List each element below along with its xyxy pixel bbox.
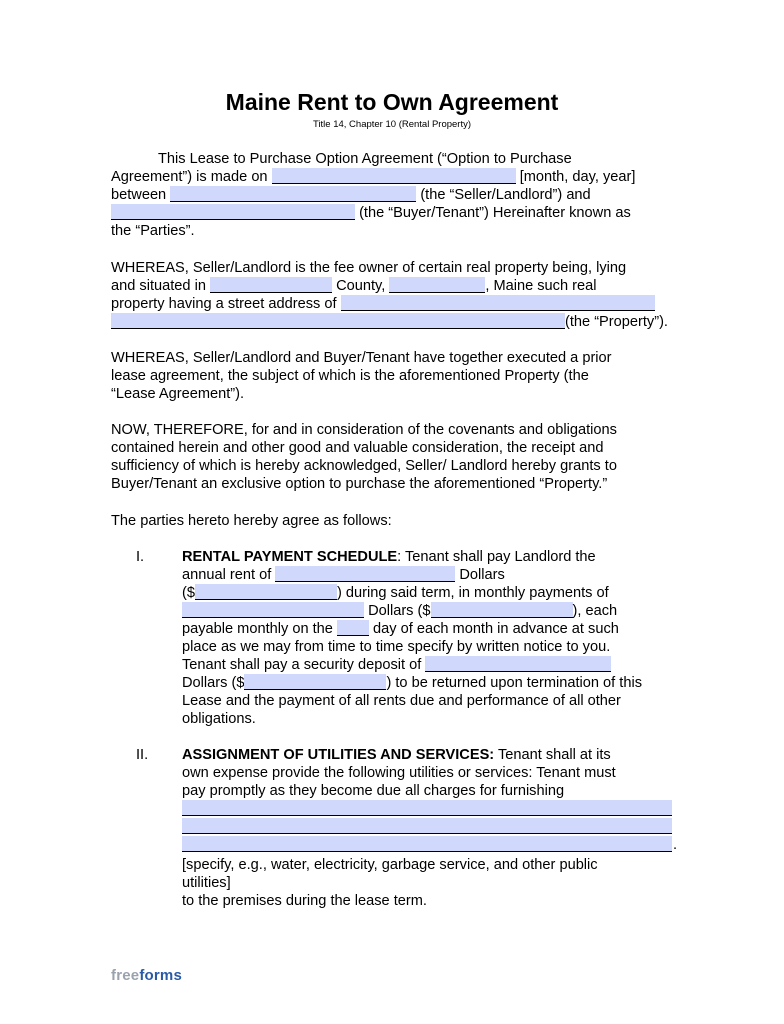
p1-line-4 [111, 204, 631, 222]
monthly-payment-amount-field[interactable] [431, 602, 573, 618]
s1-line-5 [182, 620, 619, 638]
p4-line-2: contained herein and other good and valuable consideration, the receipt and [111, 440, 604, 456]
street-address-field-2[interactable] [111, 313, 565, 329]
s1-line-3 [182, 584, 609, 602]
s1-line-8-suffix: ) to be returned upon termination of this [386, 675, 642, 691]
s1-line-8-text: Dollars ($ [182, 675, 245, 691]
p1-line-5: the “Parties”. [111, 223, 195, 239]
document-title: Maine Rent to Own Agreement [225, 89, 559, 115]
s1-line-2 [182, 566, 505, 584]
freeforms-logo [111, 967, 182, 984]
s1-line-3-text: ($ [182, 585, 195, 601]
section-2-heading: ASSIGNMENT OF UTILITIES AND SERVICES: [182, 747, 495, 763]
s1-line-1 [182, 548, 596, 566]
agreement-date-field[interactable] [272, 168, 516, 184]
street-address-field-1[interactable] [341, 295, 655, 311]
p3-line-1: WHEREAS, Seller/Landlord and Buyer/Tenant have together executed a prior [111, 350, 612, 366]
s2-line-1 [182, 746, 611, 764]
security-deposit-amount-field[interactable] [244, 674, 386, 690]
p4-line-1: NOW, THEREFORE, for and in consideration of the covenants and obligations [111, 422, 617, 438]
p2-line-4-text: (the “Property”). [565, 314, 668, 330]
s1-line-4 [182, 602, 617, 620]
p4-line-4: Buyer/Tenant an exclusive option to purchase the aforementioned “Property.” [111, 476, 608, 492]
p2-line-2-county: County, [336, 278, 386, 294]
p2-line-1: WHEREAS, Seller/Landlord is the fee owner of certain real property being, lying [111, 260, 627, 276]
utilities-field-3[interactable] [182, 836, 672, 852]
s2-line-3: pay promptly as they become due all charges for furnishing [182, 783, 565, 799]
p2-line-3-text: property having a street address of [111, 296, 337, 312]
s2-line-8: utilities] [182, 875, 231, 891]
p2-line-2 [111, 277, 596, 295]
s1-line-4-text: Dollars ($ [368, 603, 431, 619]
p1-line-3 [111, 186, 591, 204]
s2-line-2: own expense provide the following utilities or services: Tenant must [182, 765, 616, 781]
s1-line-7 [182, 656, 611, 674]
p1-line-3-suffix: (the “Seller/Landlord”) and [420, 187, 591, 203]
seller-name-field[interactable] [170, 186, 416, 202]
section-2-numeral: II. [136, 747, 149, 763]
s1-line-5-text: payable monthly on the [182, 621, 333, 637]
logo-free-text: free [111, 967, 140, 984]
s1-line-1-text: : Tenant shall pay Landlord the [397, 549, 596, 565]
utilities-field-2[interactable] [182, 818, 672, 834]
s1-line-2-suffix: Dollars [459, 567, 505, 583]
p1-line-3-text: between [111, 187, 167, 203]
s1-line-8 [182, 674, 642, 692]
city-field[interactable] [389, 277, 485, 293]
p2-line-4 [111, 313, 668, 331]
s2-line-7: [specify, e.g., water, electricity, garbage service, and other public [182, 857, 598, 873]
buyer-name-field[interactable] [111, 204, 355, 220]
s1-line-10: obligations. [182, 711, 256, 727]
p1-line-2 [111, 168, 635, 186]
s1-line-3-suffix: ) during said term, in monthly payments of [336, 585, 609, 601]
logo-forms-text: forms [139, 967, 183, 984]
s1-line-9: Lease and the payment of all rents due and performance of all other [182, 693, 621, 709]
p1-line-2-hint: [month, day, year] [519, 169, 636, 185]
utilities-period: . [673, 837, 678, 853]
payment-day-field[interactable] [337, 620, 369, 636]
p3-line-2: lease agreement, the subject of which is the aforementioned Property (the [111, 368, 589, 384]
s2-line-1-text: Tenant shall at its [494, 747, 611, 763]
p2-line-3 [111, 295, 655, 313]
p2-line-2-suffix: , Maine such real [485, 278, 597, 294]
section-1-numeral: I. [136, 549, 145, 565]
county-field[interactable] [210, 277, 332, 293]
annual-rent-amount-field[interactable] [195, 584, 337, 600]
document-subtitle: Title 14, Chapter 10 (Rental Property) [312, 119, 472, 130]
section-1-heading: RENTAL PAYMENT SCHEDULE [182, 549, 398, 565]
p3-line-3: “Lease Agreement”). [111, 386, 245, 402]
p1-line-1: This Lease to Purchase Option Agreement (“Option to Purchase [158, 151, 572, 167]
s1-line-7-text: Tenant shall pay a security deposit of [182, 657, 422, 673]
s1-line-5-suffix: day of each month in advance at such [373, 621, 619, 637]
p2-line-2-text: and situated in [111, 278, 206, 294]
annual-rent-words-field[interactable] [275, 566, 455, 582]
p1-line-4-text: (the “Buyer/Tenant”) Hereinafter known as [359, 205, 631, 221]
monthly-payment-words-field[interactable] [182, 602, 364, 618]
s1-line-6: place as we may from time to time specify by written notice to you. [182, 639, 611, 655]
p5-line-1: The parties hereto hereby agree as follows: [111, 513, 392, 529]
s2-line-9: to the premises during the lease term. [182, 893, 427, 909]
security-deposit-words-field[interactable] [425, 656, 611, 672]
p1-line-2-text: Agreement”) is made on [111, 169, 268, 185]
s1-line-4-suffix: ), each [572, 603, 618, 619]
utilities-field-1[interactable] [182, 800, 672, 816]
p4-line-3: sufficiency of which is hereby acknowledged, Seller/ Landlord hereby grants to [111, 458, 617, 474]
s1-line-2-text: annual rent of [182, 567, 272, 583]
